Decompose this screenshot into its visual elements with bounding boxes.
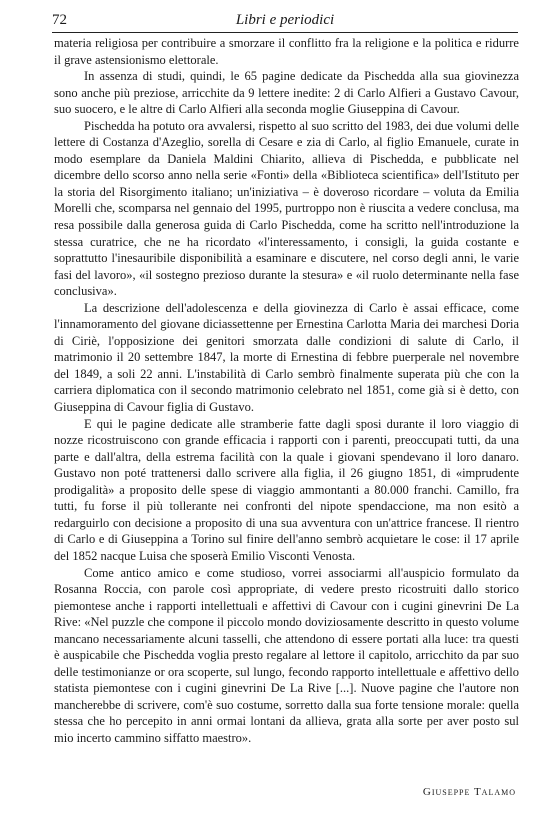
- paragraph-continuation: materia religiosa per contribuire a smorzare il conflitto fra la religione e la politica e ridurre il grave astensionismo elettorale.: [54, 36, 519, 67]
- author-signature: Giuseppe Talamo: [422, 786, 516, 798]
- body-text: [54, 35, 519, 747]
- paragraph: La descrizione dell'adolescenza e della giovinezza di Carlo è assai efficace, come l'innamoramento del giovane diciassettenne per Ernestina Carlotta Maria dei marchesi Doria di Ciriè, l'opposizione dei genitori smorzata dalle condizioni di salute di Carlo, il matrimonio il 20 settembre 1847, la morte di Ernestina di febbre puerperale nel novembre del 1849, a soli 22 anni. L'instabilità di Carlo sembrò finalmente superata più che con la carriera diplomatica con il secondo matrimonio celebrato nel 1851, come già si è detto, con Giuseppina di Cavour figlia di Gustavo.: [54, 300, 519, 415]
- page-header: [52, 10, 518, 33]
- paragraph: Come antico amico e come studioso, vorrei associarmi all'auspicio formulato da Rosanna Roccia, con parole così appropriate, di vedere presto ricostruiti dallo storico piemontese anche i rapporti intellettuali e affettivi di Cavour con i cugini ginevrini De La Rive: «Nel puzzle che compone il piccolo mondo doviziosamente descritto in questo volume mancano necessariamente alcuni tasselli, che attendono di essere portati alla luce: tra questi è auspicabile che Pischedda voglia presto regalare al lettore il capitolo, arricchito da par suo delle testimonianze or ora scoperte, sul lungo, fecondo rapporto intellettuale e affettivo dello statista piemontese con i cugini ginevrini De La Rive [...]. Nuove pagine che l'autore non mancherebbe di scrivere, com'è suo costume, sorretto dalla sua forte tensione morale: quella stessa che ho percepito in anni ormai lontani da allieva, grata alla sorte per aver posto sul mio incerto cammino siffatto maestro».: [54, 565, 519, 745]
- paragraph: E qui le pagine dedicate alle stramberie fatte dagli sposi durante il loro viaggio di nozze ricostruiscono con grande efficacia i rapporti con i parenti, preoccupati tutti, da una parte e dall'altra, della estrema facilità con la quale i giovani spendevano il loro danaro. Gustavo non poté trattenersi dallo scrivere alla figlia, il 26 giugno 1851, di «imprudente prodigalità» a proposito delle spese di viaggio ammontanti a 80.000 franchi. Camillo, fra tutti, fu forse il più tollerante nei confronti del nipote spendaccione, ma non esitò a redarguirlo con decisione a proposito di una sua avventura con un'attrice francese. Il rientro di Carlo e di Giuseppina a Torino sul finire dell'anno sembrò acquietare le cose: il 17 aprile del 1852 nacque Luisa che sposerà Emilio Visconti Venosta.: [54, 416, 519, 563]
- paragraph: In assenza di studi, quindi, le 65 pagine dedicate da Pischedda alla sua giovinezza sono anche più preziose, arricchite da 9 lettere inedite: 2 di Carlo Alfieri a Gustavo Cavour, suo suocero, e le altre di Carlo Alfieri alla seconda moglie Giuseppina di Cavour.: [54, 69, 519, 117]
- page-number: 72: [52, 12, 67, 28]
- running-title: Libri e periodici: [235, 12, 335, 28]
- paragraph: Pischedda ha potuto ora avvalersi, rispetto al suo scritto del 1983, dei due volumi delle lettere di Costanza d'Azeglio, sorella di Cesare e zia di Carlo, al figlio Emanuele, curate in modo esemplare da Daniela Maldini Chiarito, allieva di Pischedda, e pubblicate nel dicembre dello scorso anno nella serie «Fonti» della «Biblioteca scientifica» dell'Istituto per la storia del Risorgimento italiano; un'iniziativa – è doveroso ricordare – voluta da Emilia Morelli che, scomparsa nel gennaio del 1995, purtroppo non è riuscita a vedere conclusa, ma resa possibile dalla generosa guida di Carlo Pischedda, come ha scritto nell'introduzione la stessa curatrice, che ne ha ricordato «l'interessamento, i consigli, la guida costante e soprattutto l'inesauribile disponibilità a esaminare e discutere, nel corso degli anni, le varie fasi del lavoro», «il sostegno prezioso durante la stesura» e «il ruolo determinante nella fase conclusiva».: [54, 118, 519, 299]
